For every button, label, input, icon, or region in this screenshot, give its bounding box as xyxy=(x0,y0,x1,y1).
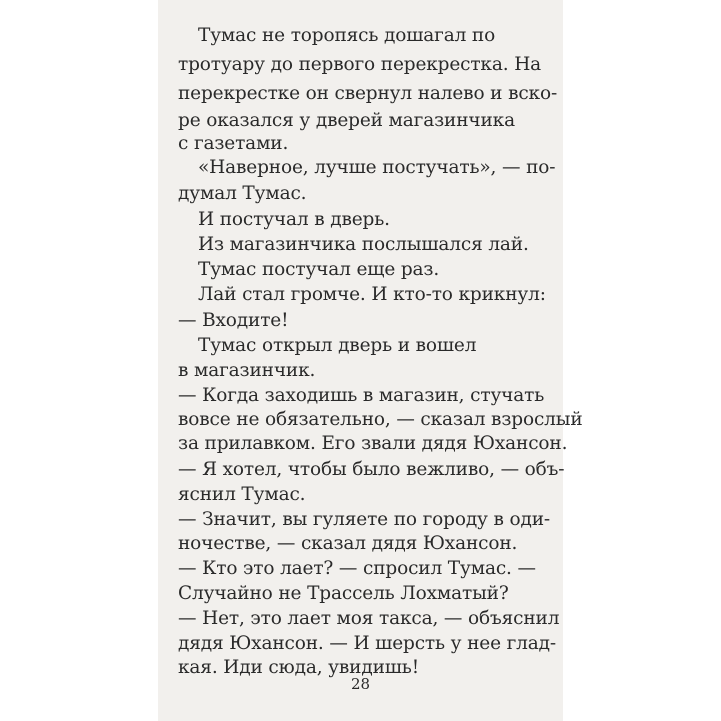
text-line: яснил Тумас. xyxy=(178,484,306,505)
text-line: Тумас постучал еще раз. xyxy=(198,259,440,280)
text-line: тротуару до первого перекрестка. На xyxy=(178,54,542,75)
text-line: — Когда заходишь в магазин, стучать xyxy=(178,385,545,406)
text-line: «Наверное, лучше постучать», — по- xyxy=(198,157,556,178)
text-line: — Я хотел, чтобы было вежливо, — объ- xyxy=(178,459,565,480)
text-line: Из магазинчика послышался лай. xyxy=(198,234,529,255)
text-line: Случайно не Трассель Лохматый? xyxy=(178,583,509,604)
text-line: ночестве, — сказал дядя Юхансон. xyxy=(178,533,518,554)
text-line: — Кто это лает? — спросил Тумас. — xyxy=(178,558,536,579)
book-page xyxy=(158,0,583,721)
text-line: Тумас не торопясь дошагал по xyxy=(198,25,496,46)
text-line: за прилавком. Его звали дядя Юхансон. xyxy=(178,433,568,454)
text-line: — Нет, это лает моя такса, — объяснил xyxy=(178,608,560,629)
text-line: — Значит, вы гуляете по городу в оди- xyxy=(178,509,551,530)
page-number: 28 xyxy=(350,675,371,693)
text-line: перекрестке он свернул налево и вско- xyxy=(178,83,558,104)
text-line: — Входите! xyxy=(178,310,289,331)
text-line: кая. Иди сюда, увидишь! xyxy=(178,657,420,678)
text-line: в магазинчик. xyxy=(178,360,316,381)
text-line: дядя Юхансон. — И шерсть у нее глад- xyxy=(178,633,556,654)
text-line: И постучал в дверь. xyxy=(198,209,390,230)
text-line: Лай стал громче. И кто-то крикнул: xyxy=(198,284,546,305)
text-line: с газетами. xyxy=(178,133,289,154)
text-line: Тумас открыл дверь и вошел xyxy=(198,335,477,356)
text-line: ре оказался у дверей магазинчика xyxy=(178,110,515,131)
text-line: вовсе не обязательно, — сказал взрослый xyxy=(178,409,583,430)
text-line: думал Тумас. xyxy=(178,183,307,204)
